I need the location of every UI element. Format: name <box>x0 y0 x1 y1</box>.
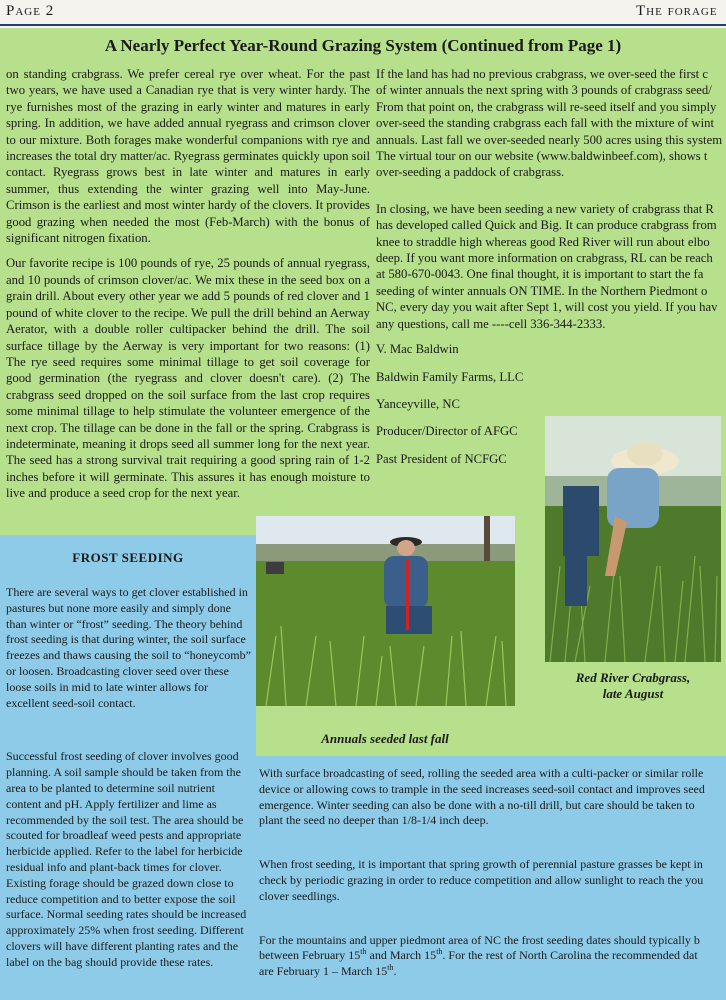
article-paragraph: In closing, we have been seeding a new variety of crabgrass that R has developed called Quick and Big. It can produce crabgrass from knee to straddle high whereas good Red River will run about elbo deep. If you want more information on crabgrass, RL can be reach at 580-670-0043. One final thought, it is important to start the fa seeding of winter annuals ON TIME. In the Northern Piedmont o NC, every day you wait after Sept 1, will cost you yield. If you hav any questions, call me ----cell 336-344-2333. <box>376 201 718 331</box>
header-rule <box>0 24 726 26</box>
crabgrass-caption: Red River Crabgrass, late August <box>575 670 691 701</box>
frost-paragraph: With surface broadcasting of seed, rolling the seeded area with a culti-packer or similar rolle device or allowing cows to trample in the seed increases seed-soil contact and improves seed emergence. Winter seeding can also be done with a no-till drill, but care should be taken to plant the seed no deeper than 1/8-1/4 inch deep. <box>259 766 705 828</box>
frost-paragraph: There are several ways to get clover established in pastures but none more easily and simply done than winter or “frost” seeding. The theory behind frost seeding is that during winter, the soil surface freezes and thaws causing the soil to “honeycomb” or loosen. Broadcasting clover seed over these loose soils in mid to late winter allows for excellent seed-soil contact. <box>6 585 251 710</box>
article-title: A Nearly Perfect Year-Round Grazing System (Continued from Page 1) <box>104 36 622 55</box>
author-role: Producer/Director of AFGC <box>376 424 518 439</box>
article-paragraph: Our favorite recipe is 100 pounds of rye, 25 pounds of annual ryegrass, and 10 pounds of crimson clover/ac. We mix these in the seed box on a grain drill. About every other year we add 5 pounds of red clover and 1 pound of white clover to the recipe. We pull the drill behind an Aerway Aerator, with a double roller cultipacker behind the drill. The soil surface tillage by the Aerway is very important for two reasons: (1) The rye seed requires some minimal tillage to get soil coverage for good germination (the ryegrass and clover doesn't care). (2) The crabgrass seed dropped on the soil surface from the last crop requires some minimal tillage to help stimulate the volunteer emergence of the next crop. The tillage can be done in the fall or the spring. Crabgrass is indeterminate, meaning it drops seed all summer long for the next year. The seed has a strong survival trait requiring a good spring rain of 1-2 inches before it will germinate. This assures it has enough moisture to live and produce a seed crop for the next year. <box>6 256 370 501</box>
author-role: Past President of NCFGC <box>376 451 507 466</box>
frost-paragraph: When frost seeding, it is important that spring growth of perennial pasture grasses be kept in check by periodic grazing in order to reduce competition and allow sunlight to reach the you clover seedlings. <box>259 857 704 903</box>
article-left-column <box>6 66 370 511</box>
publication-name: The forage <box>636 3 718 19</box>
page-number: Page 2 <box>6 3 55 19</box>
annuals-caption: Annuals seeded last fall <box>321 731 449 746</box>
frost-paragraph: Successful frost seeding of clover involves good planning. A soil sample should be taken from the area to be planted to determine soil nutrient content and pH. Apply fertilizer and lime as recommended by the soil test. The area should be scouted for broadleaf weed pests and appropriate herbicide applied. Refer to the label for herbicide residual info and plant-back times for clover. Existing forage should be grazed down close to reduce competition and to better expose the soil surface. Normal seeding rates should be increased approximately 25% when frost seeding. Different clovers will have different planting rates and the label on the bag should provide these rates. <box>6 749 247 969</box>
frost-seeding-right-text <box>259 766 726 980</box>
article-paragraph: on standing crabgrass. We prefer cereal rye over wheat. For the past two years, we have used a Canadian rye that is very winter hardy. The rye furnishes most of the grazing in early winter and matures in early spring. In addition, we have added annual ryegrass and crimson clover to our mixture. Both forages make wonderful companions with rye and increases the total dry matter/ac. Ryegrass germinates quickly upon soil contact. Ryegrass grows best in late winter and matures in early summer, thus extending the winter grazing well into May-June. Crimson is the earliest and most winter hardy of the clovers. It provides good grazing when needed the most (Feb-March) with the bonus of significant nitrogen fixation. <box>6 67 370 246</box>
frost-paragraph: For the mountains and upper piedmont area of NC the frost seeding dates should typically b between February 15th and March 15th. For the rest of North Carolina the recommended dat are February 1 – March 15th. <box>259 932 700 979</box>
page-header <box>0 0 726 26</box>
author-name: V. Mac Baldwin <box>376 342 459 357</box>
crabgrass-photo <box>545 416 721 662</box>
frost-seeding-left-text <box>6 585 252 981</box>
author-location: Yanceyville, NC <box>376 396 460 411</box>
author-farm: Baldwin Family Farms, LLC <box>376 369 524 384</box>
frost-seeding-title: FROST SEEDING <box>72 550 184 565</box>
article-paragraph: If the land has had no previous crabgrass, we over-seed the first c of winter annuals the next spring with 3 pounds of crabgrass seed/ From that point on, the crabgrass will re-seed itself and you simply over-seed the standing crabgrass each fall with the mixture of wint annuals. Last fall we over-seeded nearly 500 acres using this system The virtual tour on our website (www.baldwinbeef.com), shows t over-seeding a paddock of crabgrass. <box>376 67 723 180</box>
annuals-photo <box>256 516 515 706</box>
